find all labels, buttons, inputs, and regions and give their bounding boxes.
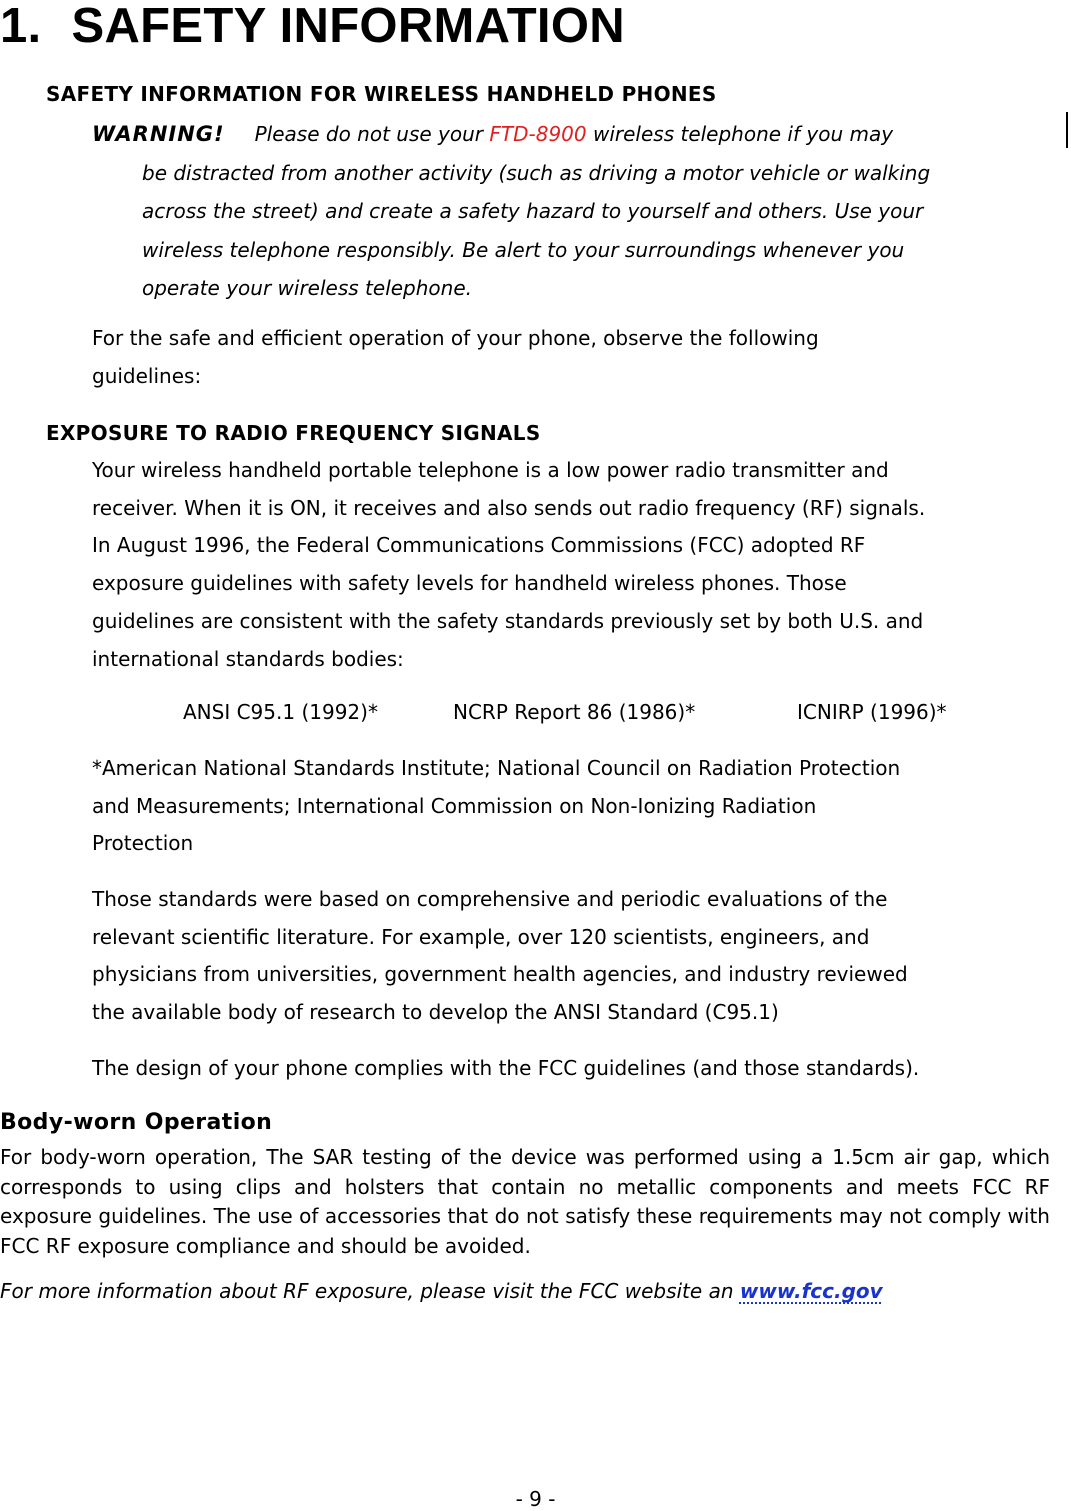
change-bar (1066, 112, 1068, 148)
paragraph-line: Protection (92, 831, 194, 856)
paragraph-line: Those standards were based on comprehensive and periodic evaluations of the (92, 887, 888, 911)
standards-footnote (92, 750, 900, 863)
compliance-statement: The design of your phone complies with the FCC guidelines (and those standards). (92, 1056, 920, 1080)
paragraph-line: *American National Standards Institute; National Council on Radiation Protection (92, 756, 901, 780)
heading-wireless-safety: SAFETY INFORMATION FOR WIRELESS HANDHELD PHONES (46, 82, 717, 106)
more-info-line (0, 1279, 883, 1303)
section-title: SAFETY INFORMATION (71, 0, 625, 53)
warning-line: operate your wireless telephone. (142, 276, 472, 300)
warning-line: wireless telephone responsibly. Be alert to your surroundings whenever you (142, 237, 905, 262)
standards-basis-paragraph (92, 881, 908, 1032)
warning-block (92, 115, 1062, 308)
body-worn-paragraph: For body-worn operation, The SAR testing of the device was performed using a 1.5cm air gap, which corresponds to using clips and holsters that contain no metallic components and meets FCC RF exposure guidelines. The use of accessories that do not satisfy these requirements may not comply with FCC RF exposure compliance and should be avoided. (0, 1145, 1050, 1259)
paragraph-line: international standards bodies: (92, 646, 404, 671)
paragraph-line: Your wireless handheld portable telephone is a low power radio transmitter and (92, 458, 889, 482)
fcc-website-link[interactable]: www.fcc.gov (739, 1279, 883, 1303)
standard-ansi: ANSI C95.1 (1992)* (183, 700, 378, 724)
heading-body-worn: Body-worn Operation (0, 1110, 273, 1135)
page-number: - 9 - (515, 1487, 556, 1511)
paragraph-line: guidelines: (92, 363, 202, 388)
more-info-text: For more information about RF exposure, please visit the FCC website an (0, 1279, 740, 1303)
warning-first-line (92, 115, 1062, 154)
paragraph-line: the available body of research to develop the ANSI Standard (C95.1) (92, 1000, 779, 1025)
paragraph-line: and Measurements; International Commission on Non-Ionizing Radiation (92, 793, 817, 818)
heading-rf-exposure: EXPOSURE TO RADIO FREQUENCY SIGNALS (46, 421, 541, 445)
paragraph-line: receiver. When it is ON, it receives and also sends out radio frequency (RF) signals. (92, 495, 926, 520)
paragraph-line: exposure guidelines with safety levels for handheld wireless phones. Those (92, 571, 847, 596)
warning-label: WARNING! (92, 122, 225, 146)
warning-text-post: wireless telephone if you may (586, 122, 894, 146)
guidelines-paragraph (92, 320, 819, 395)
page-title (0, 0, 625, 54)
paragraph-line: physicians from universities, government health agencies, and industry reviewed (92, 962, 908, 987)
warning-text-pre: Please do not use your (254, 122, 490, 146)
section-number: 1. (0, 0, 42, 53)
paragraph-line: In August 1996, the Federal Communications Commissions (FCC) adopted RF (92, 533, 866, 558)
rf-paragraph (92, 452, 925, 678)
warning-line: across the street) and create a safety hazard to yourself and others. Use your (142, 199, 924, 223)
standard-ncrp: NCRP Report 86 (1986)* (453, 700, 696, 724)
paragraph-line: For the safe and efficient operation of your phone, observe the following (92, 326, 819, 350)
model-name: FTD-8900 (489, 122, 587, 146)
paragraph-line: relevant scientific literature. For example, over 120 scientists, engineers, and (92, 924, 870, 949)
standard-icnirp: ICNIRP (1996)* (797, 700, 947, 724)
warning-line: be distracted from another activity (such as driving a motor vehicle or walking (142, 160, 931, 185)
paragraph-line: guidelines are consistent with the safety standards previously set by both U.S. and (92, 608, 924, 633)
